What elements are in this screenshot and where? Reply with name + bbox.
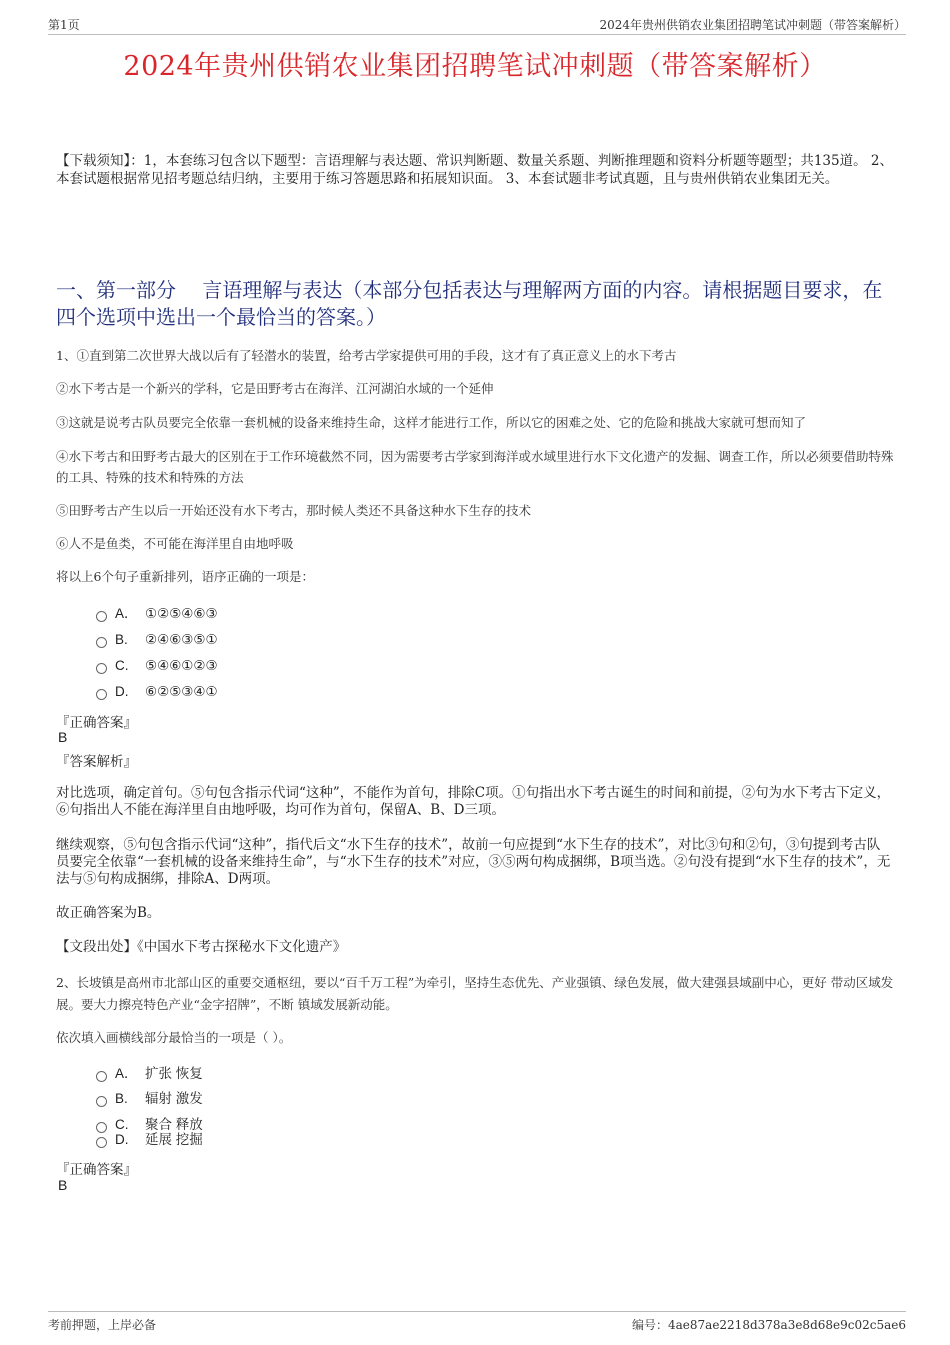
q1-option-b[interactable]: B. ②④⑥③⑤① [96, 631, 218, 649]
q1-explanation-p2: 继续观察，⑤句包含指示代词“这种”，指代后文“水下生存的技术”，故前一句应提到“水下生存的技术”，对比③句和②句，③句提到考古队员要完全依靠“一套机械的设备来维持生命”，与“水下生存的技术”对应，③⑤两句构成捆绑，B项当选。②句没有提到“水下生存的技术”，无法与⑤句构成捆绑，排除A、D两项。 [56, 837, 891, 887]
radio-icon[interactable] [96, 689, 107, 700]
download-notice: 【下载须知】：1，本套练习包含以下题型：言语理解与表达题、常识判断题、数量关系题、判断推理题和资料分析题等题型；共135道。 2、本套试题根据常见招考题总结归纳，主要用于练习答题思路和拓展知识面。 3、本套试题非考试真题，且与贵州供销农业集团无关。 [56, 153, 893, 187]
q1-explanation-p3: 故正确答案为B。 [56, 905, 161, 921]
q2-option-b[interactable]: B. 辐射 激发 [96, 1090, 203, 1108]
radio-icon[interactable] [96, 637, 107, 648]
q1-explanation-p1: 对比选项，确定首句。⑤句包含指示代词“这种”，不能作为首句，排除C项。①句指出水下考古诞生的时间和前提，②句为水下考古下定义，⑥句指出人不能在海洋里自由地呼吸，均可作为首句，保留A、B、D三项。 [56, 785, 891, 818]
radio-icon[interactable] [96, 663, 107, 674]
q1-sentence-4: ④水下考古和田野考古最大的区别在于工作环境截然不同，因为需要考古学家到海洋或水域里进行水下文化遗产的发掘、调查工作，所以必须要借助特殊的工具、特殊的技术和特殊的方法 [56, 449, 894, 485]
page-footer [48, 1311, 906, 1332]
radio-icon[interactable] [96, 1071, 107, 1082]
q1-option-c[interactable]: C. ⑤④⑥①②③ [96, 657, 218, 675]
footer-slogan: 考前押题，上岸必备 [48, 1318, 157, 1332]
q1-source: 【文段出处】《中国水下考古探秘水下文化遗产》 [56, 939, 347, 955]
radio-icon[interactable] [96, 1137, 107, 1148]
q2-option-a[interactable]: A． 扩张 恢复 [96, 1065, 203, 1083]
q1-answer: B [58, 729, 68, 745]
q1-sentence-3: ③这就是说考古队员要完全依靠一套机械的设备来维持生命，这样才能进行工作，所以它的困难之处、它的危险和挑战大家就可想而知了 [56, 415, 807, 430]
header-doc-title: 2024年贵州供销农业集团招聘笔试冲刺题（带答案解析） [599, 18, 906, 32]
q2-option-d[interactable]: D. 延展 挖掘 [96, 1131, 203, 1149]
q1-option-a[interactable]: A． ①②⑤④⑥③ [96, 605, 218, 623]
q1-stem: 1、①直到第二次世界大战以后有了轻潜水的装置，给考古学家提供可用的手段，这才有了真正意义上的水下考古 [56, 348, 677, 363]
radio-icon[interactable] [96, 611, 107, 622]
q2-answer-label: 『正确答案』 [56, 1162, 137, 1178]
q2-prompt: 依次填入画横线部分最恰当的一项是（ ）。 [56, 1030, 292, 1045]
q2-answer: B [58, 1177, 68, 1193]
q1-sentence-2: ②水下考古是一个新兴的学科，它是田野考古在海洋、江河湖泊水域的一个延伸 [56, 381, 494, 396]
q1-prompt: 将以上6个句子重新排列，语序正确的一项是： [56, 569, 314, 584]
q2-stem: 2、长坡镇是高州市北部山区的重要交通枢纽，要以“百千万工程”为牵引，坚持生态优先、产业强镇、绿色发展，做大建强县域副中心，更好 带动区域发展。要大力擦亮特色产业“金字招牌”，不断 镇域发展新动能。 [56, 975, 894, 1012]
radio-icon[interactable] [96, 1096, 107, 1107]
section-heading: 一、第一部分 言语理解与表达（本部分包括表达与理解两方面的内容。请根据题目要求，在四个选项中选出一个最恰当的答案。） [56, 278, 883, 329]
page-header [48, 14, 906, 35]
q1-sentence-5: ⑤田野考古产生以后一开始还没有水下考古，那时候人类还不具备这种水下生存的技术 [56, 503, 532, 518]
q1-sentence-6: ⑥人不是鱼类，不可能在海洋里自由地呼吸 [56, 536, 294, 551]
q1-option-d[interactable]: D. ⑥②⑤③④① [96, 683, 218, 701]
q2-option-c[interactable]: C. 聚合 释放 [96, 1116, 203, 1134]
footer-serial: 编号：4ae87ae2218d378a3e8d68e9c02c5ae6 [632, 1318, 906, 1332]
q1-answer-label: 『正确答案』 [56, 715, 137, 731]
q1-explanation-label: 『答案解析』 [56, 754, 137, 770]
document-title: 2024年贵州供销农业集团招聘笔试冲刺题（带答案解析） [123, 51, 827, 82]
page-number: 第1页 [48, 18, 80, 32]
